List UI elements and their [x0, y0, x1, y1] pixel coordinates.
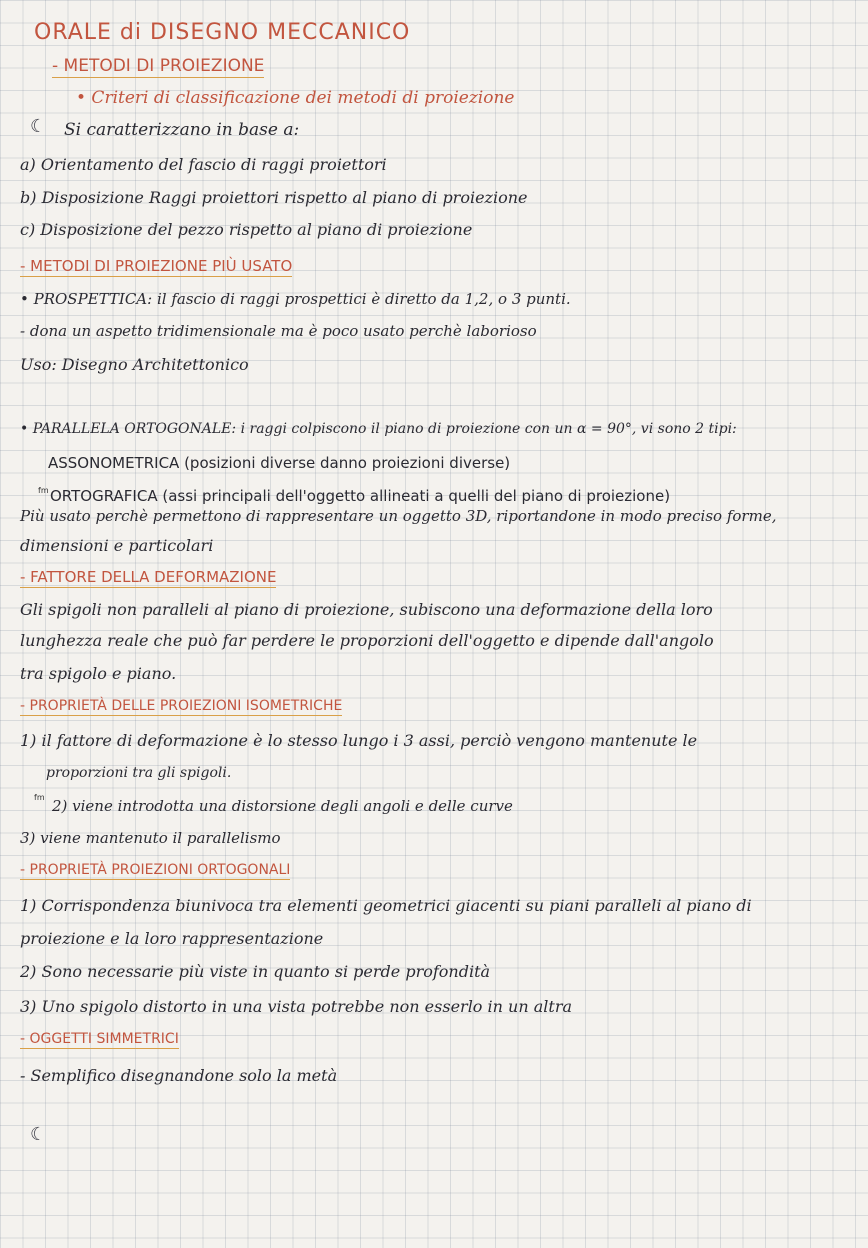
- text-parallela: • PARALLELA ORTOGONALE: i raggi colpiscono il piano di proiezione con un α = 90°, vi sono 2 tipi:: [20, 421, 737, 437]
- list-item: c) Disposizione del pezzo rispetto al piano di proiezione: [20, 220, 473, 239]
- page-title: ORALE di DISEGNO MECCANICO: [34, 20, 411, 45]
- text-dimensioni: dimensioni e particolari: [20, 536, 214, 555]
- intro-text: Si caratterizzano in base a:: [64, 120, 300, 140]
- section-heading-metodi-usato: - METODI DI PROIEZIONE PIÙ USATO: [20, 257, 293, 275]
- text-orto: 3) Uno spigolo distorto in una vista potrebbe non esserlo in un altra: [20, 997, 572, 1016]
- text-prospettica-desc: - dona un aspetto tridimensionale ma è poco usato perchè laborioso: [20, 322, 537, 340]
- text-orto: proiezione e la loro rappresentazione: [20, 929, 324, 948]
- text-prospettica-uso: Uso: Disegno Architettonico: [20, 355, 249, 374]
- section-heading-fattore: - FATTORE DELLA DEFORMAZIONE: [20, 568, 277, 586]
- text-fattore: tra spigolo e piano.: [20, 664, 177, 683]
- ring-binder-hole-icon: ☾: [30, 1124, 47, 1145]
- section-heading-ortogonali: - PROPRIETÀ PROIEZIONI ORTOGONALI: [20, 862, 291, 878]
- list-item: b) Disposizione Raggi proiettori rispetto al piano di proiezione: [20, 188, 528, 207]
- margin-mark: fm: [38, 486, 49, 495]
- text-simmetrici: - Semplifico disegnandone solo la metà: [20, 1066, 338, 1085]
- text-fattore: lunghezza reale che può far perdere le proporzioni dell'oggetto e dipende dall'angolo: [20, 631, 714, 650]
- text-orto: 1) Corrispondenza biunivoca tra elementi geometrici giacenti su piani paralleli al piano di: [20, 896, 752, 915]
- text-assonometrica: ASSONOMETRICA (posizioni diverse danno proiezioni diverse): [48, 454, 511, 472]
- text-ortografica: ORTOGRAFICA (assi principali dell'oggetto allineati a quelli del piano di proiezione): [50, 487, 671, 505]
- section-heading-isometriche: - PROPRIETÀ DELLE PROIEZIONI ISOMETRICHE: [20, 698, 343, 714]
- subheading-criteri: • Criteri di classificazione dei metodi di proiezione: [76, 88, 515, 108]
- text-piu-usato: Più usato perchè permettono di rappresentare un oggetto 3D, riportandone in modo preciso forme,: [20, 507, 777, 525]
- list-item: a) Orientamento del fascio di raggi proiettori: [20, 155, 387, 174]
- section-heading-metodi: - METODI DI PROIEZIONE: [52, 56, 265, 76]
- text-iso: 2) viene introdotta una distorsione degli angoli e delle curve: [52, 797, 513, 815]
- section-heading-simmetrici: - OGGETTI SIMMETRICI: [20, 1031, 179, 1047]
- margin-mark: fm: [34, 793, 45, 802]
- text-orto: 2) Sono necessarie più viste in quanto si perde profondità: [20, 962, 491, 981]
- text-fattore: Gli spigoli non paralleli al piano di proiezione, subiscono una deformazione della loro: [20, 600, 713, 619]
- text-iso: 1) il fattore di deformazione è lo stesso lungo i 3 assi, perciò vengono mantenute le: [20, 731, 698, 750]
- text-iso: proporzioni tra gli spigoli.: [46, 765, 232, 781]
- text-prospettica: • PROSPETTICA: il fascio di raggi prospettici è diretto da 1,2, o 3 punti.: [20, 290, 571, 308]
- text-iso: 3) viene mantenuto il parallelismo: [20, 829, 281, 847]
- ring-binder-hole-icon: ☾: [30, 116, 47, 137]
